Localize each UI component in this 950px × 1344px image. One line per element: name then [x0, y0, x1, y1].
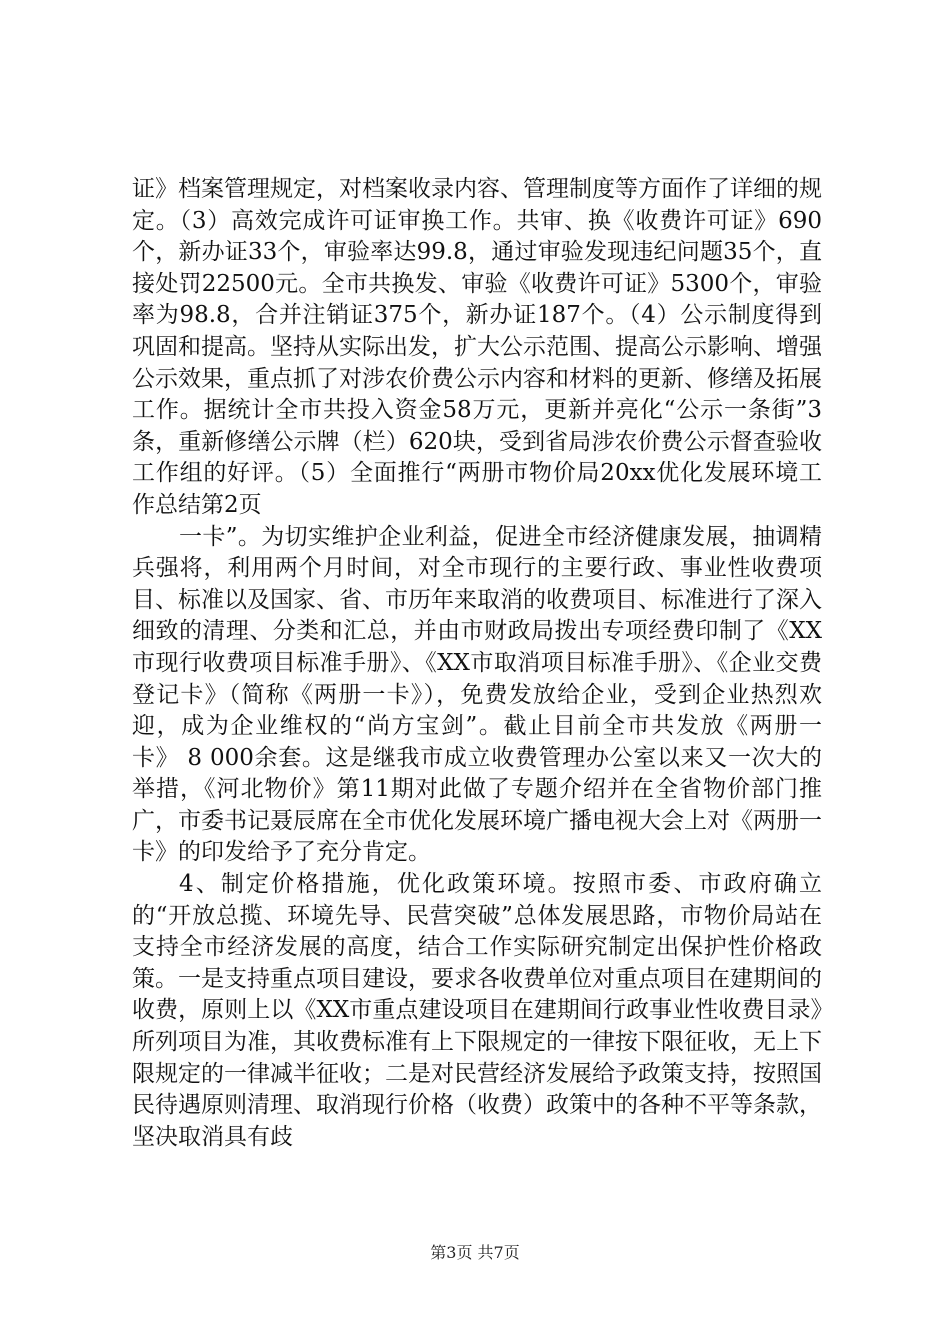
document-body — [132, 174, 822, 1153]
paragraph-two-volumes-one-card: 一卡”。为切实维护企业利益，促进全市经济健康发展，抽调精兵强将，利用两个月时间，对全市现行的主要行政、事业性收费项目、标准以及国家、省、市历年来取消的收费项目、标准进行了深入细致的清理、分类和汇总，并由市财政局拨出专项经费印制了《XX市现行收费项目标准手册》、《XX市取消项目标准手册》、《企业交费登记卡》（简称《两册一卡》），免费发放给企业，受到企业热烈欢迎，成为企业维权的“尚方宝剑”。截止目前全市共发放《两册一卡》 8 000余套。这是继我市成立收费管理办公室以来又一次大的举措，《河北物价》第11期对此做了专题介绍并在全省物价部门推广，市委书记聂辰席在全市优化发展环境广播电视大会上对《两册一卡》的印发给予了充分肯定。 — [132, 523, 822, 866]
page-number: 第3页 共7页 — [430, 1243, 520, 1262]
paragraph-price-measures: 4、制定价格措施，优化政策环境。按照市委、市政府确立的“开放总揽、环境先导、民营突破”总体发展思路，市物价局站在支持全市经济发展的高度，结合工作实际研究制定出保护性价格政策。一是支持重点项目建设，要求各收费单位对重点项目在建期间的收费，原则上以《XX市重点建设项目在建期间行政事业性收费目录》所列项目为准，其收费标准有上下限规定的一律按下限征收，无上下限规定的一律减半征收；二是对民营经济发展给予政策支持，按照国民待遇原则清理、取消现行价格（收费）政策中的各种不平等条款，坚决取消具有歧 — [132, 871, 822, 1150]
paragraph-continued: 证》档案管理规定，对档案收录内容、管理制度等方面作了详细的规定。（3）高效完成许可证审换工作。共审、换《收费许可证》690个，新办证33个，审验率达99.8，通过审验发现违纪问题35个，直接处罚22500元。全市共换发、审验《收费许可证》5300个，审验率为98.8，合并注销证375个，新办证187个。（4）公示制度得到巩固和提高。坚持从实际出发，扩大公示范围、提高公示影响、增强公示效果，重点抓了对涉农价费公示内容和材料的更新、修缮及拓展工作。据统计全市共投入资金58万元，更新并亮化“公示一条街”3条，重新修缮公示牌（栏）620块，受到省局涉农价费公示督查验收工作组的好评。（5）全面推行“两册市物价局20xx优化发展环境工作总结第2页 — [132, 176, 822, 518]
page-footer — [0, 1243, 950, 1263]
